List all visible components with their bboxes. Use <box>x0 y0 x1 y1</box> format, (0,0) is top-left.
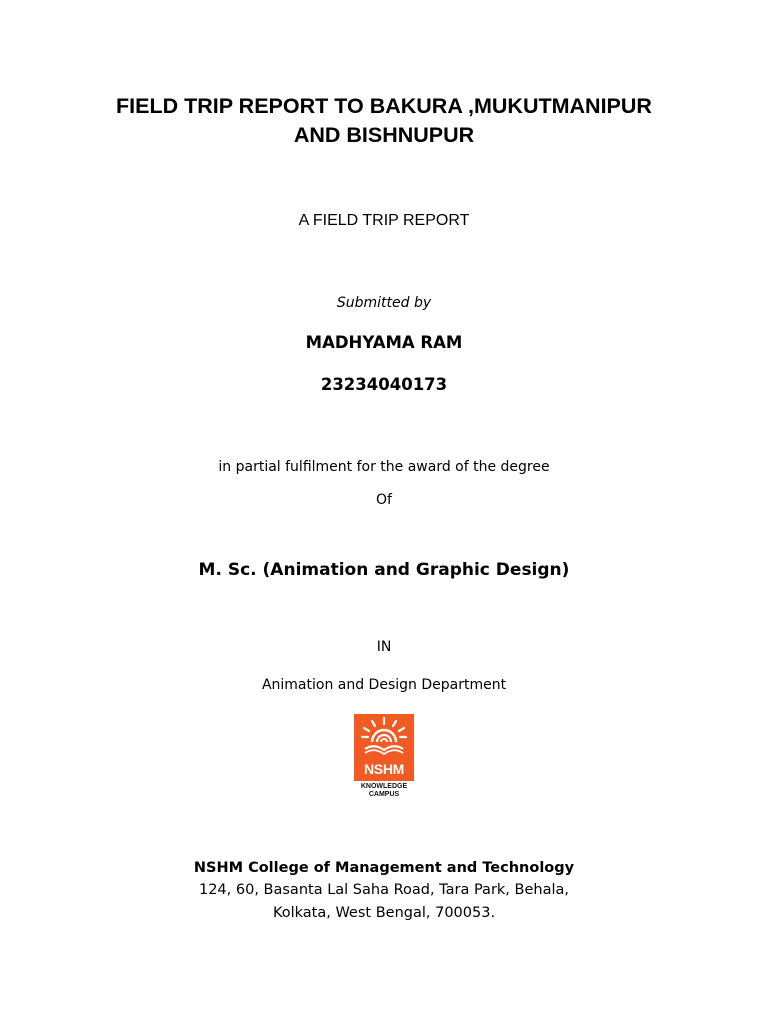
student-id: 23234040173 <box>320 375 448 394</box>
degree-fulfilment-text: in partial fulfilment for the award of the degree <box>218 459 550 475</box>
logo-subtitle-line-1: KNOWLEDGE <box>360 783 408 790</box>
of-label: Of <box>376 492 392 508</box>
title-line-1: FIELD TRIP REPORT TO BAKURA ,MUKUTMANIPUR <box>116 94 652 118</box>
nshm-logo-orange-box <box>354 714 414 781</box>
in-label: IN <box>376 639 392 655</box>
student-name: MADHYAMA RAM <box>305 333 463 352</box>
title-line-2: AND BISHNUPUR <box>293 123 475 147</box>
college-address-line-1: 124, 60, Basanta Lal Saha Road, Tara Park, Behala, <box>198 882 569 898</box>
nshm-logo <box>353 713 415 808</box>
sun-book-icon <box>354 714 414 759</box>
department-name: Animation and Design Department <box>261 677 507 693</box>
page-title <box>0 92 768 150</box>
logo-subtitle-line-2: CAMPUS <box>368 791 400 798</box>
college-address-line-2: Kolkata, West Bengal, 700053. <box>272 905 496 921</box>
college-name: NSHM College of Management and Technology <box>193 860 575 876</box>
logo-subtitle <box>353 783 415 799</box>
nshm-logo-text: NSHM <box>363 761 405 777</box>
submitted-by-label: Submitted by <box>336 295 432 311</box>
degree-name: M. Sc. (Animation and Graphic Design) <box>198 560 570 580</box>
report-subtitle: A FIELD TRIP REPORT <box>298 212 470 229</box>
